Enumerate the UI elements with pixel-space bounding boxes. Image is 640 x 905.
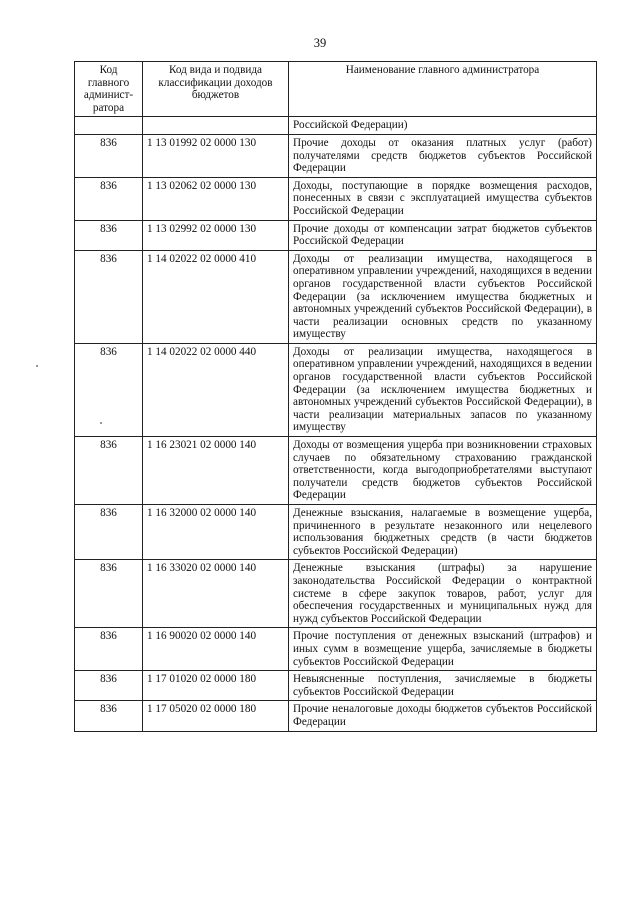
table-row [75, 437, 597, 505]
table-row [75, 343, 597, 436]
income-code-cell: 1 14 02022 02 0000 440 [143, 343, 289, 436]
income-code-cell: 1 13 02062 02 0000 130 [143, 177, 289, 220]
page-number: 39 [313, 36, 327, 50]
admin-name-cell: Доходы, поступающие в порядке возмещения расходов, понесенных в связи с эксплуатацией имущества субъектов Российской Федерации [289, 177, 597, 220]
admin-name-cell: Прочие доходы от оказания платных услуг (работ) получателями средств бюджетов субъектов Российской Федерации [289, 134, 597, 177]
admin-name-cell: Невыясненные поступления, зачисляемые в бюджеты субъектов Российской Федерации [289, 671, 597, 701]
admin-code-cell: 836 [75, 671, 143, 701]
admin-code-cell: 836 [75, 177, 143, 220]
table-row [75, 220, 597, 250]
continuation-admin-cell [75, 117, 143, 135]
admin-name-cell: Доходы от реализации имущества, находящегося в оперативном управлении учреждений, находящихся в ведении органов государственной власти субъектов Российской Федерации (за исключением имущества бюджетных и автономных учреждений субъектов Российской Федерации), в части реализации основных средств по указанному имуществу [289, 250, 597, 343]
admin-code-cell: 836 [75, 250, 143, 343]
table-row [75, 560, 597, 628]
income-code-cell: 1 17 05020 02 0000 180 [143, 701, 289, 731]
table-row [75, 250, 597, 343]
admin-name-cell: Доходы от возмещения ущерба при возникновении страховых случаев по обязательному страхованию гражданской ответственности, когда выгодоприобретателями выступают получатели средств бюджетов субъектов Российской Федерации [289, 437, 597, 505]
admin-code-cell: 836 [75, 220, 143, 250]
admin-name-cell: Доходы от реализации имущества, находящегося в оперативном управлении учреждений, находящихся в ведении органов государственной власти субъектов Российской Федерации (за исключением имущества бюджетных и автономных учреждений субъектов Российской Федерации), в части реализации материальных запасов по указанному имуществу [289, 343, 597, 436]
scan-speck [36, 365, 38, 367]
income-code-cell: 1 16 23021 02 0000 140 [143, 437, 289, 505]
admin-code-cell: 836 [75, 560, 143, 628]
income-code-cell: 1 16 90020 02 0000 140 [143, 628, 289, 671]
table-row [75, 134, 597, 177]
admin-name-cell: Прочие поступления от денежных взысканий (штрафов) и иных сумм в возмещение ущерба, зачисляемые в бюджеты субъектов Российской Федерации [289, 628, 597, 671]
income-code-cell: 1 13 02992 02 0000 130 [143, 220, 289, 250]
table-row [75, 177, 597, 220]
admin-name-cell: Прочие доходы от компенсации затрат бюджетов субъектов Российской Федерации [289, 220, 597, 250]
table-row [75, 628, 597, 671]
table-row [75, 671, 597, 701]
header-admin-name: Наименование главного администратора [289, 62, 597, 117]
table-row [75, 505, 597, 560]
admin-code-cell: 836 [75, 437, 143, 505]
admin-name-cell: Денежные взыскания (штрафы) за нарушение законодательства Российской Федерации о контрактной системе в сфере закупок товаров, работ, услуг для обеспечения государственных и муниципальных нужд для нужд субъектов Российской Федерации [289, 560, 597, 628]
admin-code-cell: 836 [75, 701, 143, 731]
admin-code-cell: 836 [75, 505, 143, 560]
admin-code-cell: 836 [75, 134, 143, 177]
admin-code-cell: 836 [75, 628, 143, 671]
continuation-row [75, 117, 597, 135]
scan-speck [100, 422, 102, 424]
admin-code-cell: 836 [75, 343, 143, 436]
income-administrators-table [74, 61, 597, 732]
admin-name-cell: Прочие неналоговые доходы бюджетов субъектов Российской Федерации [289, 701, 597, 731]
income-code-cell: 1 17 01020 02 0000 180 [143, 671, 289, 701]
header-admin-code: Код главного админист-ратора [75, 62, 143, 117]
income-code-cell: 1 16 32000 02 0000 140 [143, 505, 289, 560]
income-code-cell: 1 14 02022 02 0000 410 [143, 250, 289, 343]
income-code-cell: 1 16 33020 02 0000 140 [143, 560, 289, 628]
table-row [75, 701, 597, 731]
admin-name-cell: Денежные взыскания, налагаемые в возмещение ущерба, причиненного в результате незаконного или нецелевого использования бюджетных средств (в части бюджетов субъектов Российской Федерации) [289, 505, 597, 560]
header-income-code: Код вида и подвида классификации доходов бюджетов [143, 62, 289, 117]
income-code-cell: 1 13 01992 02 0000 130 [143, 134, 289, 177]
continuation-text: Российской Федерации) [289, 117, 597, 135]
table-header-row [75, 62, 597, 117]
continuation-code-cell [143, 117, 289, 135]
